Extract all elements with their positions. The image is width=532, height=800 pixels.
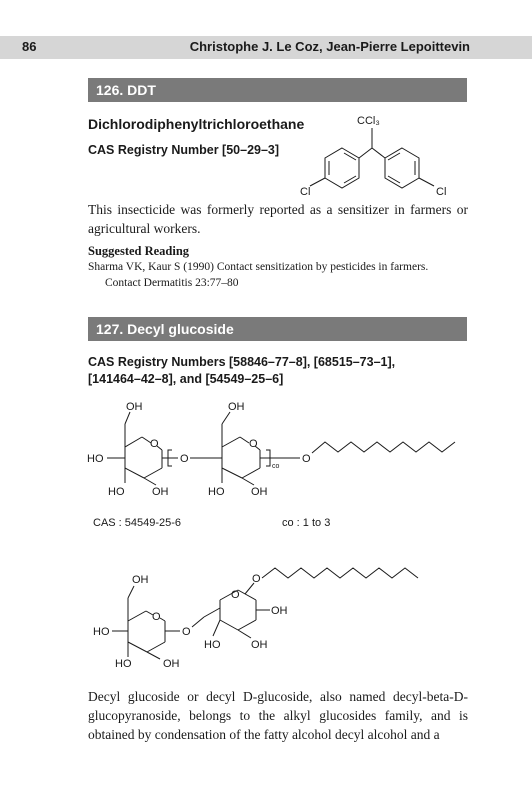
co-caption: co : 1 to 3 <box>282 517 331 529</box>
running-head-authors: Christophe J. Le Coz, Jean-Pierre Lepoittevin <box>189 39 470 54</box>
cas-registry-line-2: [141464–42–8], and [54549–25–6] <box>88 372 284 386</box>
s1-o-ring1: O <box>150 438 159 450</box>
s1-o-bridge: O <box>180 453 189 465</box>
s1-o-ring2: O <box>249 438 258 450</box>
s2-o-ring1: O <box>152 611 161 623</box>
s1-ho-b1: HO <box>108 486 125 498</box>
ccl3-label: CCl₃ <box>357 115 380 127</box>
decyl-glucoside-description: Decyl glucoside or decyl D-glucoside, also named decyl-beta-D-glucopyranoside, belongs to the alkyl glucosides family, and is obtained by condensation of the fatty alcohol decyl alcohol and a <box>88 689 468 742</box>
s1-ho-b2: HO <box>208 486 225 498</box>
chemical-name: Dichlorodiphenyltrichloroethane <box>88 116 305 132</box>
s2-ho-b2: HO <box>204 639 221 651</box>
s2-o-chain: O <box>252 573 261 585</box>
s2-oh-b2: OH <box>251 639 268 651</box>
cas-registry-line-1: CAS Registry Numbers [58846–77–8], [68515–73–1], <box>88 355 396 369</box>
section-header-decyl-glucoside: 127. Decyl glucoside <box>88 317 467 341</box>
s1-oh-b: OH <box>228 401 245 413</box>
s2-ho-left: HO <box>93 626 110 638</box>
reference-line-2: Contact Dermatitis 23:77–80 <box>105 277 239 289</box>
s1-oh-b1: OH <box>152 486 169 498</box>
s2-ho-b1: HO <box>115 658 132 670</box>
cl-left-label: Cl <box>300 186 311 198</box>
s2-oh-top: OH <box>132 574 149 586</box>
page-number: 86 <box>22 39 37 54</box>
s2-o-ring2: O <box>231 589 240 601</box>
ddt-description: This insecticide was formerly reported as a sensitizer in farmers or agricultural workers. <box>88 202 468 236</box>
s2-oh-b1: OH <box>163 658 180 670</box>
s1-ho-left: HO <box>87 453 104 465</box>
section-header-ddt: 126. DDT <box>88 78 467 102</box>
s2-o-bridge: O <box>182 626 191 638</box>
s1-oh-b2: OH <box>251 486 268 498</box>
reference-line-1: Sharma VK, Kaur S (1990) Contact sensitization by pesticides in farmers. <box>88 261 429 273</box>
s1-oh-a: OH <box>126 401 143 413</box>
suggested-reading-heading: Suggested Reading <box>88 244 190 258</box>
s1-o-chain: O <box>302 453 311 465</box>
cas-caption: CAS : 54549-25-6 <box>93 517 182 529</box>
s2-oh-right: OH <box>271 605 288 617</box>
cas-registry-ddt: CAS Registry Number [50–29–3] <box>88 143 280 157</box>
s1-co-subscript: co <box>272 463 280 470</box>
cl-right-label: Cl <box>436 186 447 198</box>
